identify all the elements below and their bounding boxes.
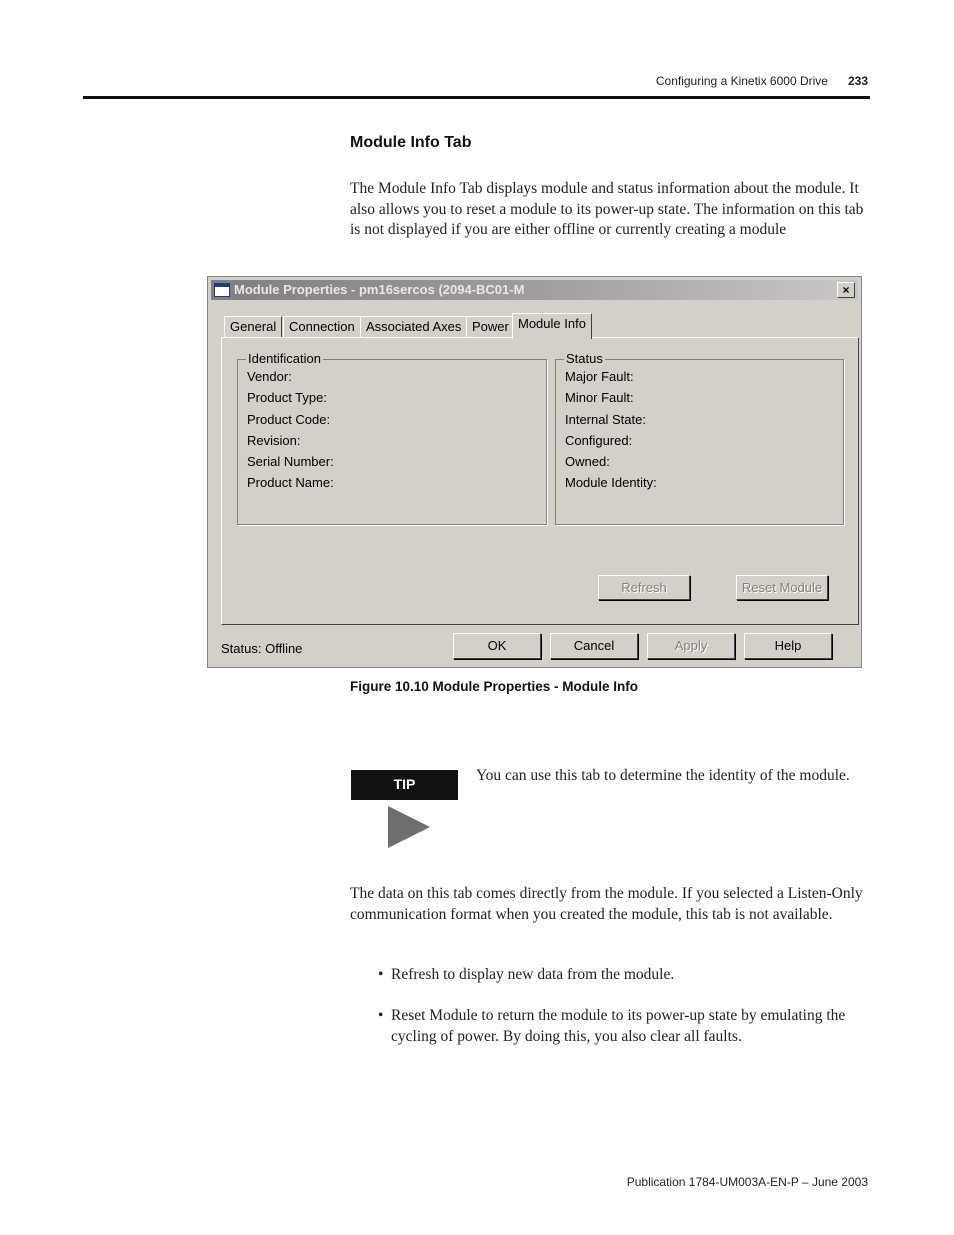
status-group-label: Status [566,351,603,366]
list-item [378,965,863,986]
tip-arrow-icon [388,806,430,848]
tip-text: You can use this tab to determine the identity of the module. [476,767,850,784]
tab-module-info[interactable]: Module Info [512,313,592,339]
status-group [555,351,844,525]
header-section: Configuring a Kinetix 6000 Drive [655,74,828,88]
tab-connection[interactable]: Connection [283,316,361,337]
product-type-label: Product Type: [247,390,327,405]
dialog-title: Module Properties - pm16sercos (2094-BC01-M [234,282,525,297]
section-title: Module Info Tab [350,134,472,151]
vendor-label: Vendor: [247,369,292,384]
close-icon[interactable]: × [837,282,855,298]
cancel-button[interactable]: Cancel [550,633,638,659]
body-paragraph: The data on this tab comes directly from the module. If you selected a Listen-Only communication format when you created the module, this tab is not available. [350,885,863,923]
configured-label: Configured: [565,433,633,448]
intro-paragraph: The Module Info Tab displays module and status information about the module. It also allows you to reset a module to its power-up state. The information on this tab is not displayed if you are either offline or currently creating a module [350,180,864,238]
product-name-label: Product Name: [247,475,334,490]
tab-associated-axes[interactable]: Associated Axes [360,316,467,337]
module-identity-label: Module Identity: [565,475,657,490]
owned-label: Owned: [565,454,610,469]
apply-button[interactable]: Apply [647,633,735,659]
page-footer: Publication 1784-UM003A-EN-P – June 2003 [626,1175,868,1189]
ok-button[interactable]: OK [453,633,541,659]
major-fault-label: Major Fault: [565,369,634,384]
internal-state-label: Internal State: [565,412,646,427]
reset-module-button[interactable]: Reset Module [736,575,828,600]
list-item-text: Refresh to display new data from the module. [391,966,675,983]
minor-fault-label: Minor Fault: [565,390,634,405]
list-item [378,1006,863,1047]
running-header [656,74,868,88]
tip-label: TIP [351,770,458,800]
bullet-icon: • [378,1007,384,1024]
serial-number-label: Serial Number: [247,454,334,469]
tab-power[interactable]: Power [466,316,515,337]
bullet-icon: • [378,966,384,983]
title-bar [211,280,858,300]
revision-label: Revision: [247,433,301,448]
page-number: 233 [847,74,868,88]
identification-group-label: Identification [248,351,321,366]
tab-general[interactable]: General [224,316,282,337]
dialog-status: Status: Offline [221,641,303,656]
header-rule [83,96,870,99]
product-code-label: Product Code: [247,412,331,427]
help-button[interactable]: Help [744,633,832,659]
list-item-text: Reset Module to return the module to its power-up state by emulating the cycling of power. By doing this, you also clear all faults. [391,1007,846,1045]
figure-caption: Figure 10.10 Module Properties - Module Info [350,679,639,694]
module-properties-dialog [207,276,862,668]
window-icon [214,283,230,297]
refresh-button[interactable]: Refresh [598,575,690,600]
identification-group [237,351,547,525]
